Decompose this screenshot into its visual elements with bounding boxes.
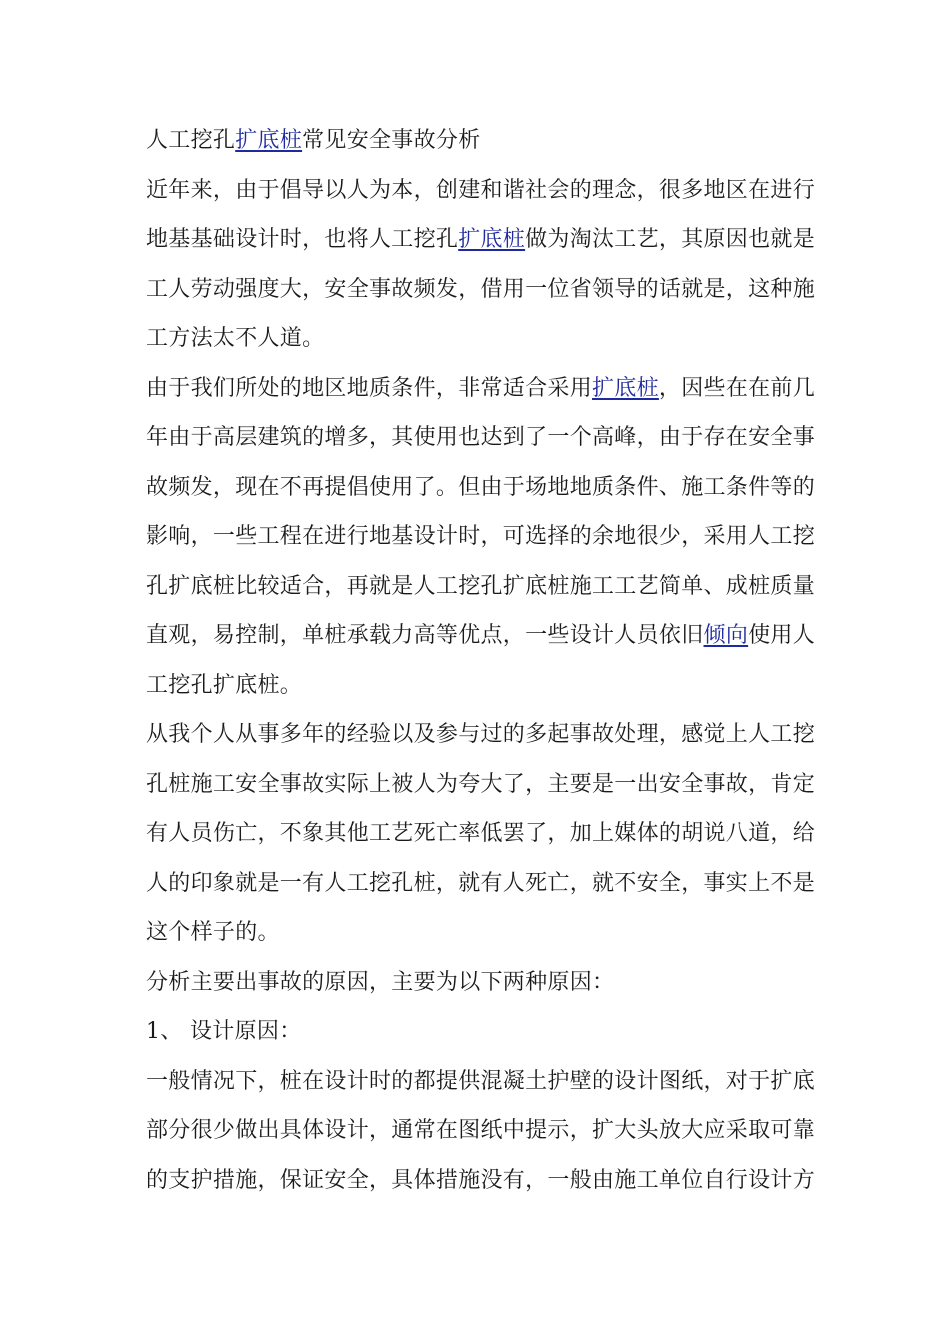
paragraph-3 xyxy=(146,710,816,958)
paragraph-line: 人的印象就是一有人工挖孔桩，就有人死亡，就不安全，事实上不是 xyxy=(146,870,816,896)
paragraph-line: 年由于高层建筑的增多，其使用也达到了一个高峰，由于存在安全事 xyxy=(146,425,816,450)
paragraph-line: 孔扩底桩比较适合，再就是人工挖孔扩底桩施工工艺简单、成桩质量 xyxy=(146,573,816,599)
list-item-text: 设计原因： xyxy=(190,1019,302,1044)
document-title: 人工挖孔扩底桩常见安全事故分析 xyxy=(146,128,481,153)
paragraph-line: 地基基础设计时，也将人工挖孔扩底桩做为淘汰工艺，其原因也就是 xyxy=(146,227,816,252)
paragraph-line: 分析主要出事故的原因，主要为以下两种原因： xyxy=(146,969,615,995)
paragraph-4 xyxy=(146,958,810,1008)
paragraph-line: 的支护措施，保证安全，具体措施没有，一般由施工单位自行设计方 xyxy=(146,1167,816,1193)
paragraph-line: 有人员伤亡，不象其他工艺死亡率低罢了，加上媒体的胡说八道，给 xyxy=(146,821,816,846)
paragraph-line: 工人劳动强度大，安全事故频发，借用一位省领导的话就是，这种施 xyxy=(146,276,816,302)
paragraph-line: 由于我们所处的地区地质条件，非常适合采用扩底桩，因些在在前几 xyxy=(146,375,816,401)
paragraph-1 xyxy=(146,166,816,364)
link-kuodizhuang[interactable]: 扩底桩 xyxy=(458,227,526,252)
paragraph-line: 影响，一些工程在进行地基设计时，可选择的余地很少，采用人工挖 xyxy=(146,524,816,549)
paragraph-line: 孔桩施工安全事故实际上被人为夸大了，主要是一出安全事故，肯定 xyxy=(146,771,816,797)
paragraph-line: 这个样子的。 xyxy=(146,920,280,945)
link-kuodizhuang[interactable]: 扩底桩 xyxy=(592,375,659,401)
link-qingxiang[interactable]: 倾向 xyxy=(703,623,749,648)
paragraph-5 xyxy=(146,1057,816,1206)
paragraph-line: 故频发，现在不再提倡使用了。但由于场地地质条件、施工条件等的 xyxy=(146,474,816,500)
paragraph-2 xyxy=(146,364,816,711)
list-item-1 xyxy=(146,1007,810,1057)
paragraph-line: 部分很少做出具体设计，通常在图纸中提示，扩大头放大应采取可靠 xyxy=(146,1118,816,1143)
document-body xyxy=(146,116,816,1205)
paragraph-line: 直观，易控制，单桩承载力高等优点，一些设计人员依旧倾向使用人 xyxy=(146,623,816,648)
paragraph-line: 工方法太不人道。 xyxy=(146,326,325,351)
paragraph-line: 近年来，由于倡导以人为本，创建和谐社会的理念，很多地区在进行 xyxy=(146,177,816,203)
paragraph-line: 从我个人从事多年的经验以及参与过的多起事故处理，感觉上人工挖 xyxy=(146,722,816,747)
paragraph-line: 工挖孔扩底桩。 xyxy=(146,672,303,698)
paragraph-line: 一般情况下，桩在设计时的都提供混凝土护壁的设计图纸，对于扩底 xyxy=(146,1068,816,1094)
list-item-number: 1、 xyxy=(146,1019,183,1044)
title-link-kuodizhuang[interactable]: 扩底桩 xyxy=(235,128,303,153)
